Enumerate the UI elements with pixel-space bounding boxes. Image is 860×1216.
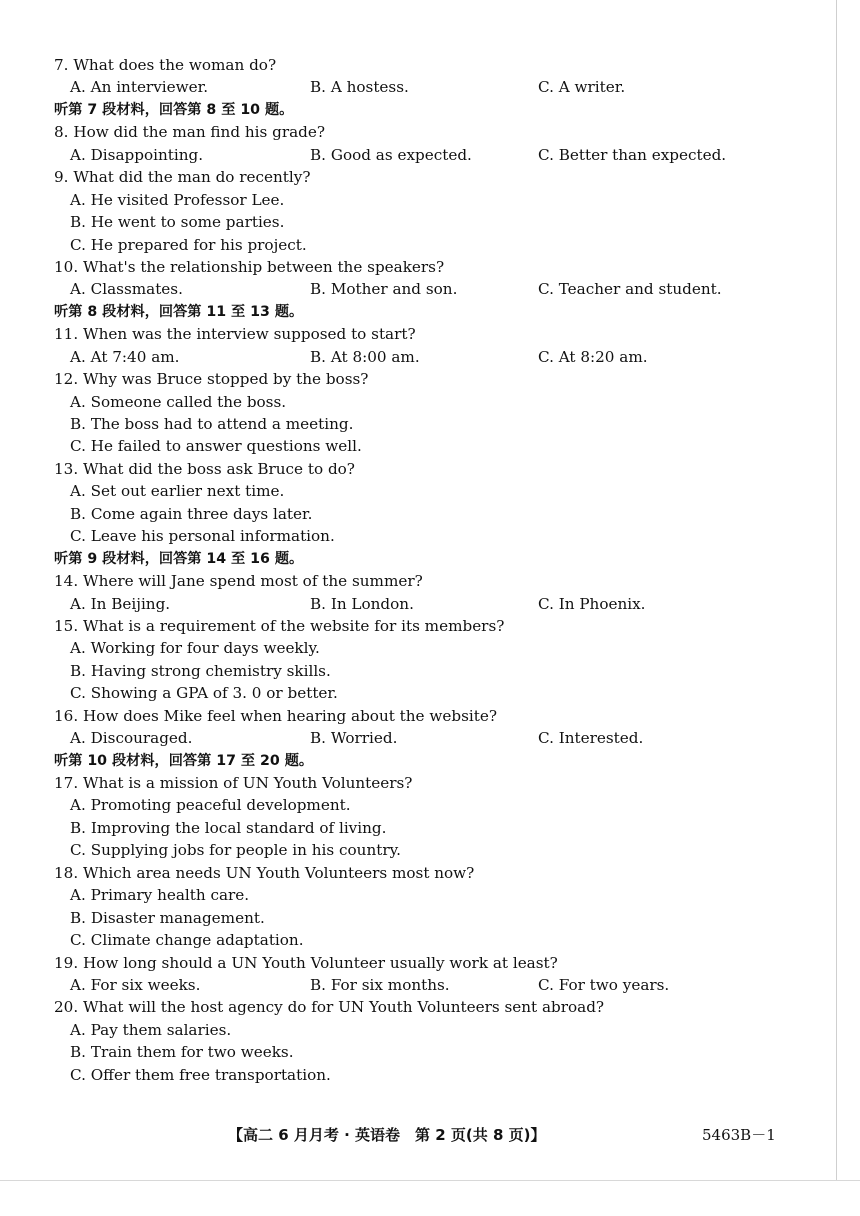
- answer-option-b: B. A hostess.: [310, 78, 409, 97]
- answer-option-b: B. Good as expected.: [310, 145, 472, 164]
- question-stem: 7. What does the woman do?: [54, 56, 277, 74]
- question-stem: 11. When was the interview supposed to start?: [54, 325, 416, 344]
- section-instruction: 听第 10 段材料，回答第 17 至 20 题。: [54, 752, 314, 769]
- section-instruction: 听第 9 段材料，回答第 14 至 16 题。: [54, 550, 304, 567]
- answer-options-row: [54, 76, 794, 98]
- answer-option-b: B. For six months.: [310, 975, 450, 994]
- answer-option: A. Pay them salaries.: [70, 1020, 232, 1039]
- question-stem: 16. How does Mike feel when hearing about the website?: [54, 706, 497, 725]
- answer-option-a: A. In Beijing.: [70, 594, 171, 613]
- question-stem: 15. What is a requirement of the website for its members?: [54, 616, 505, 635]
- question-stem: 18. Which area needs UN Youth Volunteers most now?: [54, 863, 475, 882]
- question-stem: 17. What is a mission of UN Youth Volunteers?: [54, 774, 413, 792]
- answer-option: B. Improving the local standard of living.: [70, 818, 387, 837]
- answer-options-row: [54, 144, 794, 166]
- answer-options-row: [54, 346, 794, 368]
- answer-option-b: B. In London.: [310, 594, 414, 613]
- answer-option-c: C. Better than expected.: [538, 145, 727, 164]
- answer-option: A. Set out earlier next time.: [70, 482, 285, 501]
- question-stem: 14. Where will Jane spend most of the summer?: [54, 572, 423, 591]
- question-stem: 12. Why was Bruce stopped by the boss?: [54, 370, 369, 389]
- question-stem: 13. What did the boss ask Bruce to do?: [54, 459, 355, 478]
- section-instruction: 听第 7 段材料，回答第 8 至 10 题。: [54, 101, 294, 118]
- answer-option-b: B. Worried.: [310, 729, 398, 748]
- answer-option-b: B. At 8:00 am.: [310, 347, 420, 366]
- answer-option: B. The boss had to attend a meeting.: [70, 415, 354, 433]
- answer-option: B. Having strong chemistry skills.: [70, 661, 331, 680]
- answer-option: B. Train them for two weeks.: [70, 1043, 294, 1062]
- answer-option: A. Someone called the boss.: [70, 392, 287, 411]
- question-stem: 20. What will the host agency do for UN Youth Volunteers sent abroad?: [54, 998, 605, 1017]
- answer-option-c: C. For two years.: [538, 975, 670, 994]
- answer-option-b: B. Mother and son.: [310, 280, 458, 299]
- answer-option-a: A. Discouraged.: [70, 729, 193, 748]
- answer-option: A. He visited Professor Lee.: [70, 190, 285, 209]
- answer-option: B. Come again three days later.: [70, 504, 313, 523]
- page-edge-right: [836, 0, 837, 1180]
- answer-option-a: A. An interviewer.: [70, 78, 209, 97]
- answer-option-c: C. At 8:20 am.: [538, 347, 648, 366]
- page-edge-bottom: [0, 1180, 860, 1181]
- answer-option-c: C. A writer.: [538, 78, 626, 97]
- answer-option: C. Supplying jobs for people in his country.: [70, 841, 401, 860]
- question-stem: 10. What's the relationship between the speakers?: [54, 257, 445, 276]
- answer-option-a: A. At 7:40 am.: [70, 347, 180, 366]
- answer-option: A. Working for four days weekly.: [70, 639, 320, 658]
- answer-option: B. Disaster management.: [70, 908, 265, 927]
- question-stem: 9. What did the man do recently?: [54, 168, 311, 187]
- footer-code: 5463B－1: [702, 1126, 776, 1144]
- question-stem: 19. How long should a UN Youth Volunteer usually work at least?: [54, 953, 558, 972]
- answer-options-row: [54, 593, 794, 615]
- answer-options-row: [54, 278, 794, 300]
- footer-title: 【高二 6 月月考 · 英语卷 第 2 页(共 8 页)】: [228, 1126, 546, 1144]
- answer-option: B. He went to some parties.: [70, 213, 285, 232]
- answer-option: C. Offer them free transportation.: [70, 1065, 331, 1084]
- answer-options-row: [54, 727, 794, 749]
- questions-list: [54, 54, 794, 1086]
- page-footer: [0, 1124, 860, 1146]
- answer-option: C. Showing a GPA of 3. 0 or better.: [70, 684, 338, 703]
- answer-option: C. Climate change adaptation.: [70, 931, 304, 950]
- answer-option: A. Promoting peaceful development.: [70, 796, 351, 815]
- answer-option-c: C. In Phoenix.: [538, 594, 646, 613]
- answer-option: C. Leave his personal information.: [70, 527, 335, 546]
- answer-option-a: A. For six weeks.: [70, 975, 201, 994]
- answer-option-a: A. Classmates.: [70, 280, 183, 299]
- answer-option-c: C. Teacher and student.: [538, 280, 722, 299]
- answer-option: A. Primary health care.: [70, 886, 250, 905]
- answer-option-a: A. Disappointing.: [70, 145, 204, 164]
- answer-option: C. He prepared for his project.: [70, 235, 307, 254]
- answer-option: C. He failed to answer questions well.: [70, 437, 362, 456]
- section-instruction: 听第 8 段材料，回答第 11 至 13 题。: [54, 303, 304, 320]
- question-stem: 8. How did the man find his grade?: [54, 123, 326, 142]
- answer-option-c: C. Interested.: [538, 729, 644, 748]
- answer-options-row: [54, 974, 794, 996]
